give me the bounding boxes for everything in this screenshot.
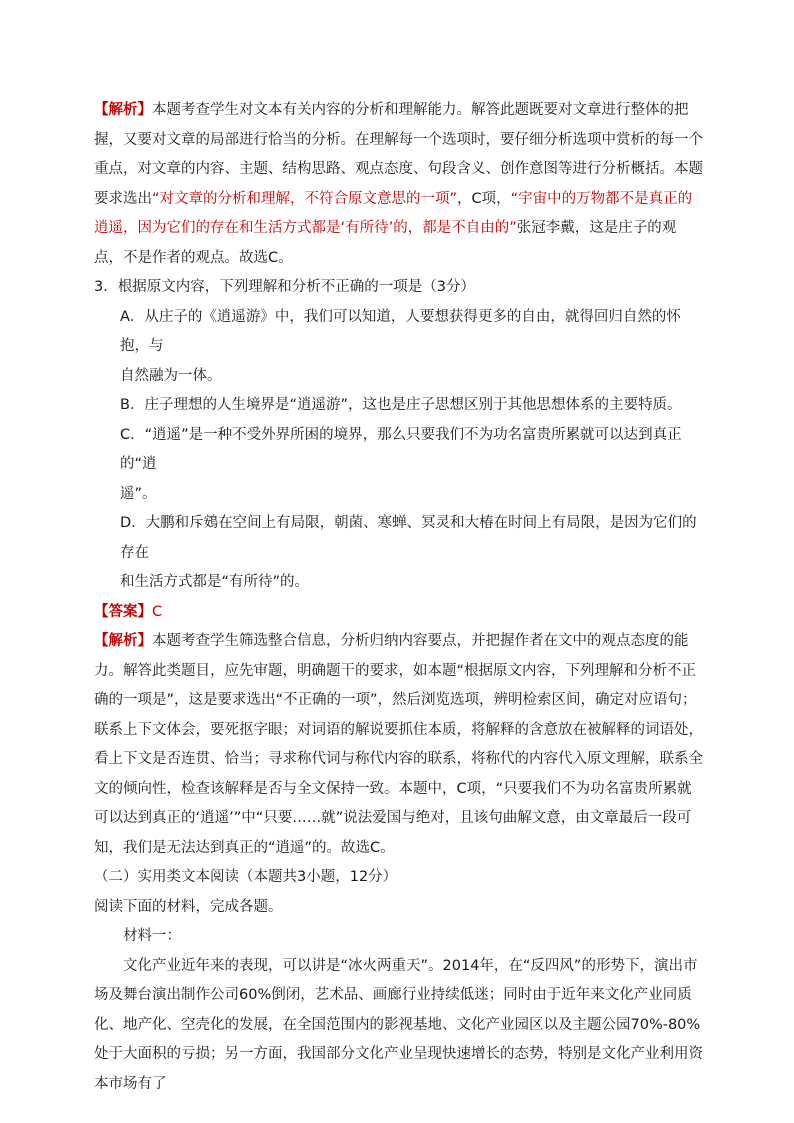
option-d-line-1: D．大鹏和斥鴳在空间上有局限，朝菌、寒蝉、冥灵和大椿在时间上有局限，是因为它们的存在 (120, 515, 697, 561)
analysis-paragraph-1 (94, 96, 704, 273)
analysis-text: ，C项， (457, 190, 511, 207)
answer-line (94, 598, 704, 628)
answer-value: C (152, 603, 163, 620)
option-c-line-2: 遥”。 (120, 485, 157, 502)
answer-tag: 【答案】 (94, 603, 152, 620)
analysis-text: 本题考查学生筛选整合信息，分析归纳内容要点，并把握作者在文中的观点态度的能力。解答此类题目，应先审题，明确题干的要求，如本题“根据原文内容，下列理解和分析不正确的一项是”，这是要求选出“不正确的一项”，然后浏览选项，辨明检索区间，确定对应语句；联系上下文体会，要死抠字眼；对词语的解说要抓住本质，将解释的含意放在被解释的词语处，看上下文是否连贯、恰当；寻求称代词与称代内容的联系，将称代的内容代入原文理解，联系全文的倾向性，检查该解释是否与全文保持一致。本题中，C项，“只要我们不为功名富贵所累就可以达到真正的‘逍遥’”中“只要……就”说法爱国与绝对，且该句曲解文意，由文章最后一段可知，我们是无法达到真正的“逍遥”的。故选C。 (94, 633, 703, 856)
analysis-paragraph-2 (94, 627, 704, 863)
option-c-line-1: C．“逍遥”是一种不受外界所困的境界，那么只要我们不为功名富贵所累就可以达到真正的“逍 (120, 426, 682, 472)
question-stem: 3．根据原文内容，下列理解和分析不正确的一项是（3分） (94, 279, 475, 295)
highlighted-quote: “宇宙中的万物都不是真正的逍遥，因为它们的存在和生活方式都是‘有所待’的，都是不自由的” (94, 190, 693, 236)
material-label: 材料一： (123, 928, 181, 944)
document-page (94, 96, 704, 1099)
option-b: B．庄子理想的人生境界是“逍遥游”，这也是庄子思想区别于其他思想体系的主要特质。 (120, 397, 682, 413)
analysis-tag: 【解析】 (94, 102, 152, 118)
section-instruction: 阅读下面的材料，完成各题。 (94, 898, 283, 915)
section-heading: （二）实用类文本阅读（本题共3小题，12分） (94, 869, 398, 885)
analysis-text: 张冠李戴，这是庄子的观点，不是作者的观点。故选C。 (94, 220, 677, 266)
highlighted-quote: “对文章的分析和理解，不符合原文意思的一项” (152, 190, 458, 207)
option-d-line-2: 和生活方式都是“有所待”的。 (120, 574, 310, 590)
analysis-text: 本题考查学生对文本有关内容的分析和理解能力。解答此题既要对文章进行整体的把握，又要对文章的局部进行恰当的分析。在理解每一个选项时，要仔细分析选项中赏析的每一个重点，对文章的内容、主题、结构思路、观点态度、句段含义、创作意图等进行分析概括。本题要求选出 (94, 102, 703, 207)
analysis-tag: 【解析】 (94, 633, 152, 649)
material-paragraph: 文化产业近年来的表现，可以讲是“冰火两重天”。2014年，在“反四风”的形势下，演出市场及舞台演出制作公司60%倒闭，艺术品、画廊行业持续低迷；同时由于近年来文化产业同质化、地产化、空壳化的发展，在全国范围内的影视基地、文化产业园区以及主题公园70%-80%处于大面积的亏损；另一方面，我国部分文化产业呈现快速增长的态势，特别是文化产业利用资本市场有了 (94, 957, 703, 1092)
option-a-line-2: 自然融为一体。 (120, 367, 222, 384)
option-a-line-1: A．从庄子的《逍遥游》中，我们可以知道，人要想获得更多的自由，就得回归自然的怀抱，与 (120, 308, 681, 354)
